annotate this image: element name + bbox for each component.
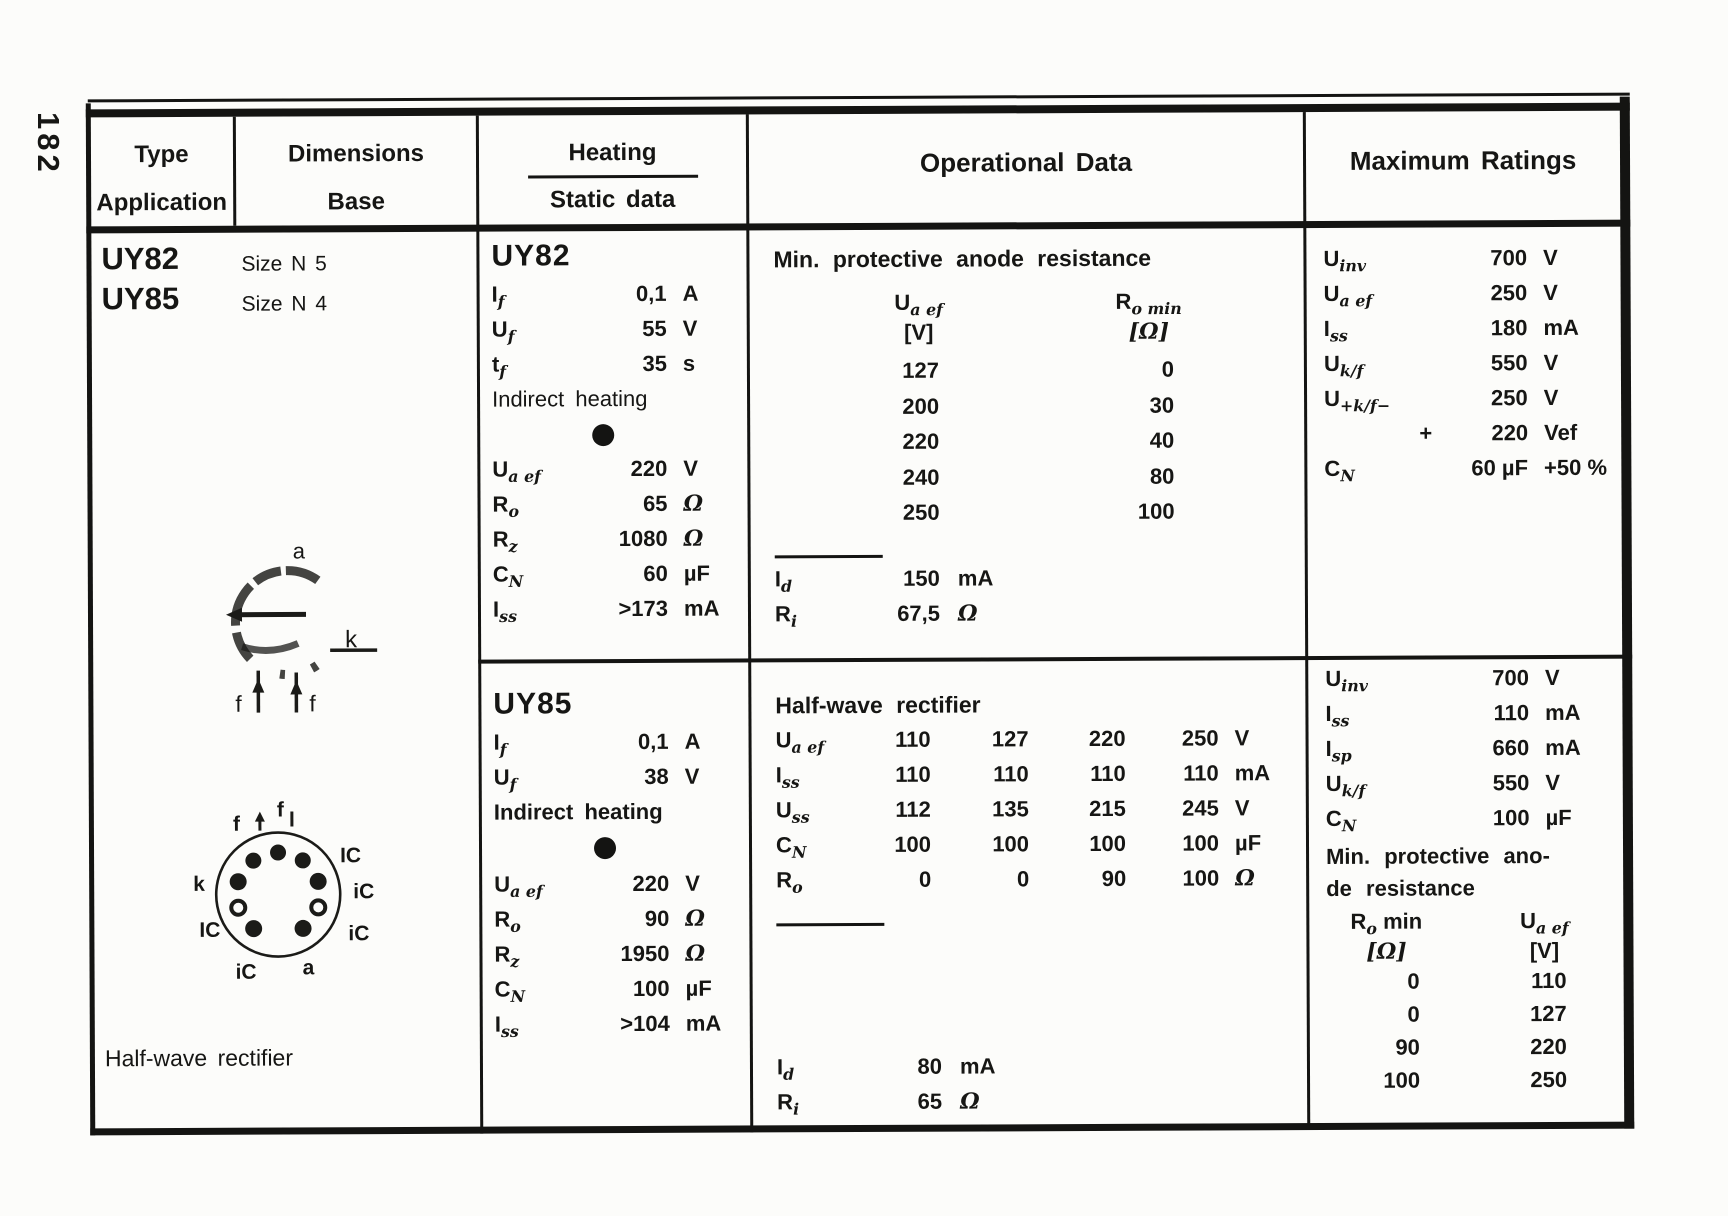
table-row: $R_z$ 1950 Ω <box>494 940 706 971</box>
uy85-max-note-line1: Min. protective ano- <box>1326 842 1550 869</box>
uy82-operational-block <box>773 244 1298 631</box>
table-row: $R_z$ 1080 Ω <box>492 525 704 556</box>
header-heating: Heating <box>568 138 657 167</box>
heating-underline <box>528 175 698 179</box>
uy82-result-rule <box>775 555 883 558</box>
symbol-filament2-label: f <box>309 690 316 717</box>
uy85-op-results <box>777 1053 996 1124</box>
header-base: Base <box>327 188 385 216</box>
header-heating-static <box>479 132 746 220</box>
table-border-left <box>86 103 96 1135</box>
type-uy82: UY82 <box>101 240 180 277</box>
table-row: + 220 Vef <box>1419 419 1578 446</box>
uy85-operational-title: Half-wave rectifier <box>775 691 981 719</box>
table-row: $C_N$ 100 µF <box>494 975 712 1006</box>
table-row: 100 250 <box>1383 1066 1568 1093</box>
base-label-ic-top-right: IC <box>339 844 362 868</box>
table-row: $I_{ss}$ 180 mA <box>1323 314 1579 346</box>
header-maximum-ratings: Maximum Ratings <box>1349 144 1577 176</box>
tube-data-table <box>86 93 1635 1136</box>
base-label-ic-right-lower: iC <box>348 922 370 946</box>
indirect-heating-icon <box>592 424 614 446</box>
base-label-ic-bottom-left: iC <box>235 960 257 984</box>
header-dimensions-base <box>236 130 476 227</box>
symbol-anode-label: a <box>292 538 306 564</box>
column-divider-heating-operational <box>746 114 753 1132</box>
table-row: $I_{ss}$ >173 mA <box>492 595 720 626</box>
table-row: $I_d$ 150 mA <box>774 565 994 596</box>
size-uy82: Size N 5 <box>241 252 327 276</box>
header-dimensions: Dimensions <box>287 139 425 168</box>
table-row: $I_f$ 0,1 A <box>493 728 701 759</box>
type-names <box>101 239 179 319</box>
table-row: $U_{a ef}$ 220 V <box>492 455 699 486</box>
table-row: $I_{ss}$ 110 mA <box>1325 699 1581 731</box>
column-divider-dimensions-heating <box>476 116 483 1134</box>
table-row: $R_i$ 67,5 Ω <box>774 600 978 631</box>
table-row: $I_d$ 80 mA <box>776 1053 996 1084</box>
table-row: 0 110 <box>1407 967 1567 994</box>
table-row: 240 80 <box>902 463 1175 490</box>
base-label-f2: f <box>276 798 284 822</box>
uy85-max-note-line2: de resistance <box>1326 875 1475 901</box>
base-label-anode: a <box>302 956 315 980</box>
base-label-ic-left: IC <box>199 918 221 942</box>
table-row: 90 220 <box>1395 1033 1567 1060</box>
table-row: $R_o$ 0 0 90 100 Ω <box>776 865 1255 897</box>
column-divider-operational-max <box>1303 112 1310 1130</box>
table-row: $U_{a ef}$ 110 127 220 250 V <box>775 725 1250 757</box>
uy85-operational-block <box>775 690 1336 1119</box>
uy82-heating-title: UY82 <box>491 239 571 273</box>
uy82-op-col1-header: $U_{a ef}$ [V] <box>894 289 943 345</box>
table-row: $I_{ss}$ 110 110 110 110 mA <box>775 760 1271 792</box>
table-border-top-thin <box>88 93 1630 103</box>
application-text: Half-wave rectifier <box>104 1044 294 1072</box>
table-row: $U_{a ef}$ 250 V <box>1323 279 1559 311</box>
header-type-application <box>90 131 233 228</box>
tube-symbol-diagram <box>180 522 381 723</box>
uy82-op-col2-header: $R_{o min}$ [Ω] <box>1115 288 1182 345</box>
type-uy85: UY85 <box>101 280 180 317</box>
table-row: $C_N$ 100 100 100 100 µF <box>775 830 1262 862</box>
uy82-indirect-heating: Indirect heating <box>492 385 648 412</box>
table-row: $I_{ss}$ >104 mA <box>494 1010 722 1041</box>
table-row: $U_f$ 55 V <box>491 315 698 346</box>
uy82-max-ratings-block <box>1323 245 1624 491</box>
uy85-max-ratings-block <box>1325 665 1627 1101</box>
table-row: $R_o$ 65 Ω <box>492 490 704 521</box>
indirect-heating-icon <box>594 837 616 859</box>
header-type: Type <box>134 140 189 169</box>
table-row: $I_f$ 0,1 A <box>491 280 699 311</box>
row-divider-uy82-uy85 <box>478 655 1632 664</box>
uy85-result-rule <box>776 923 884 926</box>
table-row: $U_{ss}$ 112 135 215 245 V <box>775 795 1250 827</box>
size-uy85: Size N 4 <box>241 292 328 316</box>
uy85-indirect-heating: Indirect heating <box>493 798 663 825</box>
table-row: $C_N$ 60 µF <box>492 560 710 591</box>
table-row: $U_{+k/f-}$ 250 V <box>1324 384 1559 416</box>
page-number: 182 <box>31 112 66 176</box>
table-row: $C_N$ 100 µF <box>1325 804 1572 836</box>
table-row: $U_{inv}$ 700 V <box>1325 664 1560 696</box>
uy82-operational-title: Min. protective anode resistance <box>773 244 1152 273</box>
symbol-cathode-label: k <box>345 626 358 654</box>
table-row: $R_o$ 90 Ω <box>494 905 705 936</box>
table-row: 220 40 <box>902 427 1175 454</box>
uy82-op-pairs <box>774 356 1300 536</box>
table-row: 0 127 <box>1407 1000 1567 1027</box>
base-sizes <box>241 244 327 324</box>
header-static-data: Static data <box>549 185 676 214</box>
table-row: 200 30 <box>902 392 1175 419</box>
base-label-cathode: k <box>193 872 205 896</box>
table-row: $C_N$ 60 µF +50 % <box>1324 454 1608 486</box>
table-row: $U_{k/f}$ 550 V <box>1323 349 1559 381</box>
symbol-filament1-label: f <box>235 690 242 717</box>
uy85-heating-title: UY85 <box>493 687 573 721</box>
table-row: $t_f$ 35 s <box>491 350 696 381</box>
table-row: $R_i$ 65 Ω <box>777 1088 980 1119</box>
header-application: Application <box>96 188 228 217</box>
table-row: $U_{a ef}$ 220 V <box>494 870 700 901</box>
base-label-f1: f <box>232 812 240 836</box>
table-row: $U_f$ 38 V <box>493 763 700 794</box>
uy82-op-results <box>775 565 994 636</box>
uy85-heating-block <box>493 687 747 1047</box>
table-row: 127 0 <box>902 356 1174 383</box>
table-row: $U_{inv}$ 700 V <box>1323 244 1558 276</box>
header-operational-data: Operational Data <box>919 146 1133 178</box>
base-label-ic-right: iC <box>353 880 375 904</box>
table-border-top-thick <box>86 103 1630 118</box>
table-row: $U_{k/f}$ 550 V <box>1325 769 1561 801</box>
uy85-max-subtable-headers: $R_o$ min [Ω] $U_{a ef}$ [V] <box>1350 908 1569 965</box>
tube-base-diagram <box>204 810 375 986</box>
table-row: 250 100 <box>902 498 1175 525</box>
table-row: $I_{sp}$ 660 mA <box>1325 734 1581 766</box>
uy82-heating-block <box>491 239 745 632</box>
